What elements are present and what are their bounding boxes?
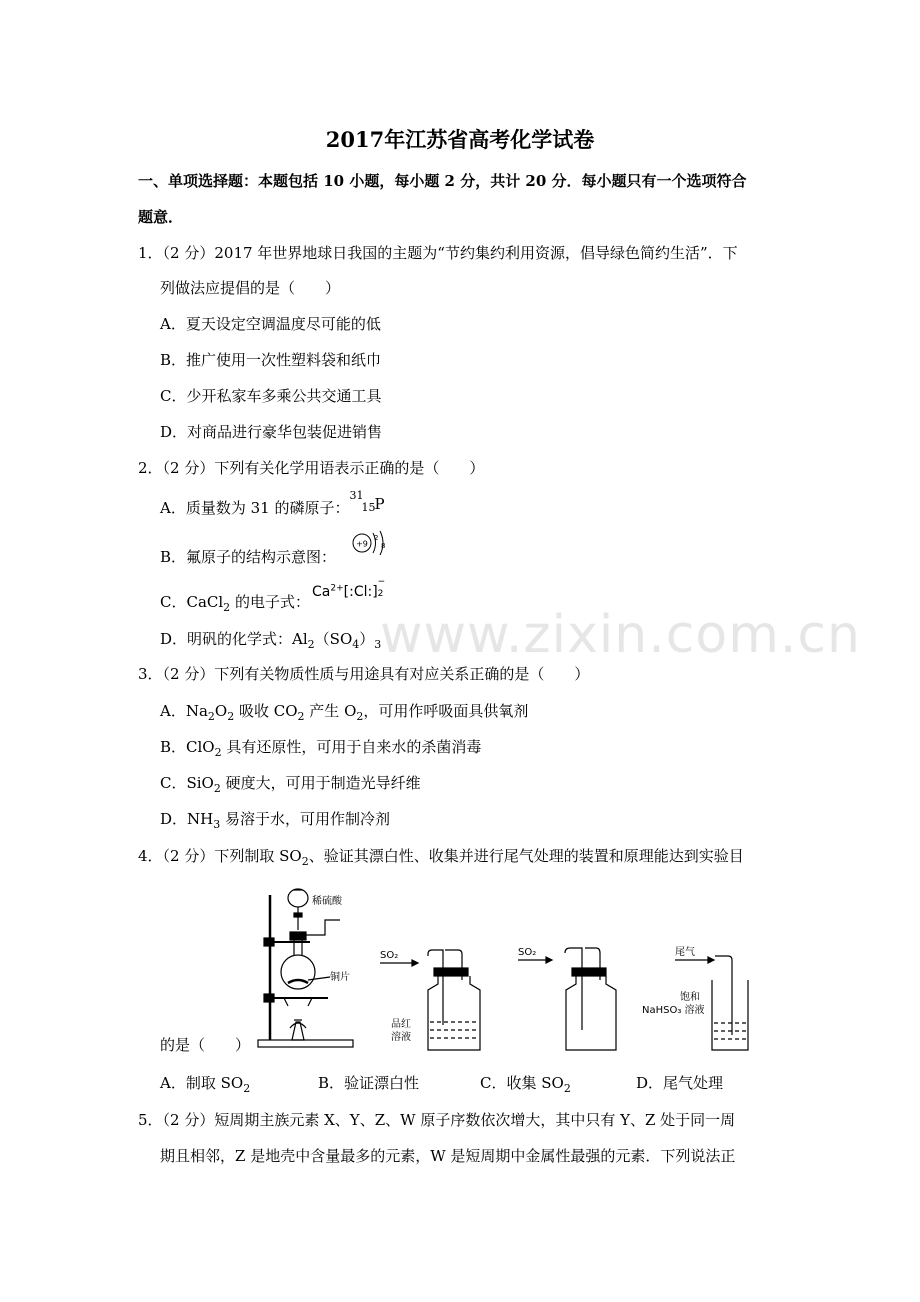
page-title: 2017年江苏省高考化学试卷 — [325, 127, 595, 152]
formula-text: ，可用作呼吸面具供氧剂 — [363, 702, 529, 720]
pinhong-label-line1: 品红 — [391, 1019, 411, 1030]
q2-stem: 2．（2 分）下列有关化学用语表示正确的是（ ） — [138, 459, 485, 477]
calcium-charge: 2+ — [330, 583, 344, 594]
nucleus-charge: +9 — [356, 539, 368, 549]
q3-option-c — [160, 772, 421, 795]
cacl2-electron-formula — [312, 577, 386, 600]
watermark: www.zixin.com.cn — [380, 605, 861, 665]
q3-option-b — [160, 736, 481, 759]
q3-stem: 3．（2 分）下列有关物质性质与用途具有对应关系正确的是（ ） — [138, 665, 590, 683]
formula-text: A．Na — [160, 702, 208, 720]
q1-stem-line1: 1．（2 分）2017 年世界地球日我国的主题为“节约集约利用资源，倡导绿色简约生活”．下 — [138, 244, 738, 262]
subscript: 2 — [297, 710, 305, 723]
nuclide-atomic-number: 15 — [361, 501, 376, 514]
fluorine-atom-diagram — [350, 528, 390, 560]
nuclide-symbol — [349, 489, 385, 514]
so2-label-2: SO₂ — [518, 947, 537, 958]
subscript: 2 — [307, 638, 315, 651]
q3-option-d — [160, 808, 390, 831]
q2-option-d-close: ） — [359, 630, 375, 648]
q2-option-c-text: C．CaCl — [160, 593, 224, 611]
q4-option-a — [160, 1072, 250, 1095]
nuclide-mass-number: 31 — [349, 489, 364, 502]
q2-option-c-suffix: 的电子式： — [230, 593, 310, 611]
subscript: 2 — [356, 710, 364, 723]
formula-text: O — [214, 702, 228, 720]
q4-stem-line1 — [138, 845, 744, 868]
subscript: 2 — [301, 855, 309, 868]
q1-stem-line2: 列做法应提倡的是（ ） — [160, 279, 341, 297]
q2-option-d-mid: （SO — [314, 630, 353, 648]
acid-label: 稀硫酸 — [312, 896, 342, 907]
subscript: 2 — [213, 782, 221, 795]
subscript: 2 — [227, 710, 235, 723]
q2-option-a-text: A．质量数为 31 的磷原子： — [160, 499, 350, 517]
q2-option-d — [160, 628, 381, 651]
so2-label-1: SO₂ — [380, 950, 399, 961]
subscript: 4 — [352, 638, 360, 651]
q1-option-c: C．少开私家车多乘公共交通工具 — [160, 387, 382, 405]
q4-option-d: D．尾气处理 — [636, 1074, 724, 1092]
shell-1-count: 2 — [374, 534, 379, 542]
q4-option-c — [480, 1072, 571, 1095]
subscript: 3 — [374, 638, 382, 651]
q1-option-b: B．推广使用一次性塑料袋和纸巾 — [160, 351, 382, 369]
nahso3-label-line2: NaHSO₃ 溶液 — [642, 1005, 705, 1016]
section-heading-line1: 一、单项选择题：本题包括 10 小题，每小题 2 分，共计 20 分．每小题只有一个选项符合 — [138, 172, 747, 190]
q4-apparatus-figure — [250, 880, 750, 1055]
q2-option-b: B．氟原子的结构示意图： — [160, 548, 337, 566]
subscript: 2 — [207, 710, 215, 723]
q4-stem-suffix: 、验证其漂白性、收集并进行尾气处理的装置和原理能达到实验目 — [308, 847, 744, 865]
tail-gas-label: 尾气 — [675, 947, 695, 958]
subscript: 2 — [223, 601, 231, 614]
formula-text: 产生 O — [304, 702, 357, 720]
q4-option-b: B．验证漂白性 — [318, 1074, 420, 1092]
q5-stem-line1: 5．（2 分）短周期主族元素 X、Y、Z、W 原子序数依次增大，其中只有 Y、Z 处于同一周 — [138, 1111, 736, 1129]
q1-option-a: A．夏天设定空调温度尽可能的低 — [160, 315, 381, 333]
calcium-ion: Ca — [312, 584, 331, 600]
subscript: 2 — [243, 1082, 251, 1095]
formula-text: A．制取 SO — [160, 1074, 244, 1092]
formula-text: 易溶于水，可用作制冷剂 — [220, 810, 391, 828]
formula-text: D．NH — [160, 810, 214, 828]
chloride-ion: [:Cl:] — [343, 584, 378, 600]
formula-text: 吸收 CO — [234, 702, 298, 720]
q5-stem-line2: 期且相邻，Z 是地壳中含量最多的元素，W 是短周期中金属性最强的元素．下列说法正 — [160, 1147, 736, 1165]
formula-text: C．收集 SO — [480, 1074, 564, 1092]
shell-2-count: 8 — [381, 542, 386, 550]
q1-option-d: D．对商品进行豪华包装促进销售 — [160, 423, 383, 441]
apparatus-a-generator — [258, 889, 353, 1047]
formula-text: B．ClO — [160, 738, 215, 756]
apparatus-c-bottle — [518, 948, 616, 1050]
q4-stem-line2: 的是（ ） — [160, 1036, 251, 1054]
q3-option-a — [160, 700, 528, 723]
formula-text: 硬度大，可用于制造光导纤维 — [220, 774, 421, 792]
subscript: 2 — [214, 746, 222, 759]
formula-text: 具有还原性，可用于自来水的杀菌消毒 — [221, 738, 482, 756]
nuclide-element: P — [374, 495, 385, 513]
q2-option-c — [160, 591, 310, 614]
q4-stem-text: 4．（2 分）下列制取 SO — [138, 847, 302, 865]
apparatus-d-beaker — [675, 956, 748, 1050]
chloride-scripts — [377, 577, 386, 599]
chloride-count: 2 — [377, 589, 384, 599]
nahso3-label-line1: 饱和 — [680, 992, 700, 1003]
formula-text: C．SiO — [160, 774, 214, 792]
q2-option-a — [160, 489, 385, 518]
copper-label: 铜片 — [330, 972, 350, 983]
subscript: 3 — [213, 818, 221, 831]
chloride-charge: − — [377, 577, 386, 587]
q2-option-d-text: D．明矾的化学式：Al — [160, 630, 308, 648]
section-heading-line2: 题意． — [138, 208, 184, 226]
subscript: 2 — [563, 1082, 571, 1095]
pinhong-label-line2: 溶液 — [391, 1032, 411, 1043]
